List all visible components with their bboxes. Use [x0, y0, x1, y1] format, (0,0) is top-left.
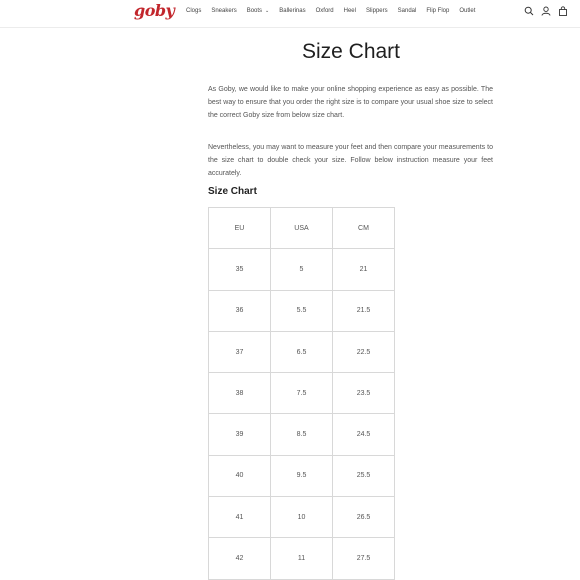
table-row: [209, 538, 395, 579]
table-cell: 41: [209, 497, 271, 538]
nav-item-sandal[interactable]: [398, 8, 417, 14]
search-icon[interactable]: [524, 6, 534, 16]
header-cell-cm: CM: [333, 208, 395, 249]
table-cell: 40: [209, 455, 271, 496]
account-icon[interactable]: [541, 6, 551, 16]
nav-label: Ballerinas: [279, 8, 306, 14]
main-nav: [186, 8, 485, 14]
table-cell: 42: [209, 538, 271, 579]
site-header: [0, 0, 580, 28]
nav-item-oxford[interactable]: [316, 8, 334, 14]
table-row: [209, 414, 395, 455]
table-cell: 36: [209, 290, 271, 331]
table-cell: 24.5: [333, 414, 395, 455]
table-cell: 5.5: [271, 290, 333, 331]
chevron-down-icon: ⌄: [265, 8, 270, 14]
table-cell: 21.5: [333, 290, 395, 331]
nav-label: Sandal: [397, 8, 417, 14]
table-cell: 27.5: [333, 538, 395, 579]
page-title: Size Chart: [301, 40, 401, 63]
nav-label: Oxford: [315, 8, 334, 14]
table-row: [209, 331, 395, 372]
table-cell: 6.5: [271, 331, 333, 372]
nav-item-boots[interactable]: [247, 8, 270, 14]
cart-icon[interactable]: [558, 6, 568, 16]
size-chart-table: [208, 207, 395, 580]
table-cell: 23.5: [333, 373, 395, 414]
table-cell: 38: [209, 373, 271, 414]
table-cell: 21: [333, 249, 395, 290]
table-row: [209, 290, 395, 331]
table-cell: 39: [209, 414, 271, 455]
table-cell: 9.5: [271, 455, 333, 496]
nav-item-outlet[interactable]: [459, 8, 475, 14]
measure-paragraph: Nevertheless, you may want to measure your feet and then compare your measurements to the size chart to double check your size. Follow below instruction measure your feet accurately.: [208, 144, 493, 177]
intro-paragraph: As Goby, we would like to make your online shopping experience as easy as possible. The best way to ensure that you order the right size is to compare your usual shoe size to select the correct Goby size from below size chart.: [208, 86, 493, 119]
nav-item-heel[interactable]: [344, 8, 356, 14]
nav-label: Boots: [246, 8, 263, 14]
table-cell: 26.5: [333, 497, 395, 538]
table-row: [209, 249, 395, 290]
nav-label: Flip Flop: [426, 8, 450, 14]
nav-item-clogs[interactable]: [186, 8, 201, 14]
site-logo[interactable]: goby: [134, 1, 175, 20]
header-cell-eu: EU: [209, 208, 271, 249]
table-cell: 10: [271, 497, 333, 538]
table-cell: 5: [271, 249, 333, 290]
table-cell: 11: [271, 538, 333, 579]
section-title: Size Chart: [208, 186, 257, 197]
header-icons: [517, 6, 568, 16]
nav-label: Sneakers: [211, 8, 237, 14]
nav-item-slippers[interactable]: [366, 8, 388, 14]
nav-label: Slippers: [365, 8, 388, 14]
table-header-row: [209, 208, 395, 249]
table-cell: 22.5: [333, 331, 395, 372]
nav-item-sneakers[interactable]: [211, 8, 236, 14]
nav-item-flip-flop[interactable]: [426, 8, 449, 14]
table-cell: 7.5: [271, 373, 333, 414]
nav-item-ballerinas[interactable]: [279, 8, 305, 14]
table-cell: 35: [209, 249, 271, 290]
nav-label: Clogs: [186, 8, 202, 14]
table-cell: 25.5: [333, 455, 395, 496]
nav-label: Outlet: [459, 8, 476, 14]
table-row: [209, 373, 395, 414]
table-cell: 37: [209, 331, 271, 372]
table-row: [209, 455, 395, 496]
nav-label: Heel: [343, 8, 356, 14]
table-row: [209, 497, 395, 538]
header-cell-usa: USA: [271, 208, 333, 249]
table-cell: 8.5: [271, 414, 333, 455]
